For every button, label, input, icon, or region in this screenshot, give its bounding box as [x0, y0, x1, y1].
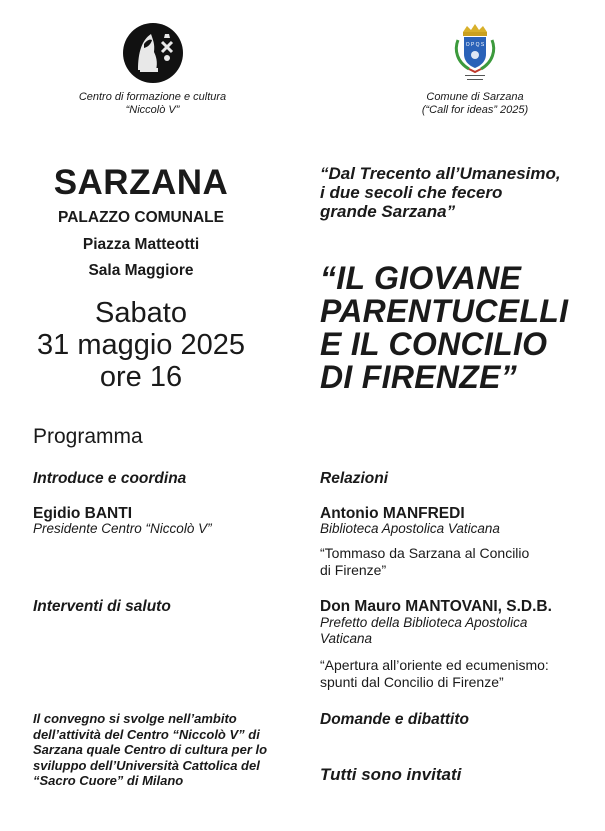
- svg-text:O P Q S: O P Q S: [465, 42, 485, 48]
- right-caption-line-1: Comune di Sarzana: [426, 91, 524, 103]
- left-caption: [40, 91, 265, 117]
- moderator-name: Egidio BANTI: [33, 505, 133, 522]
- note-line: dell’attività del Centro “Niccolò V” di: [33, 726, 260, 742]
- venue-square: Piazza Matteotti: [82, 236, 200, 253]
- qa-label: Domande e dibattito: [320, 711, 469, 728]
- left-caption-line-1: Centro di formazione e cultura: [78, 91, 227, 103]
- talk-line: spunti dal Concilio di Firenze”: [320, 674, 504, 690]
- subtitle-line: grande Sarzana”: [320, 202, 456, 221]
- intro-label: Introduce e coordina: [33, 470, 187, 487]
- talk-line: “Apertura all’oriente ed ecumenismo:: [320, 657, 549, 673]
- speaker-1-talk: [320, 545, 590, 579]
- sarzana-coat-of-arms-icon: [449, 22, 501, 84]
- title-line: E IL CONCILIO: [320, 326, 548, 362]
- speaker-2-name: Don Mauro MANTOVANI, S.D.B.: [320, 598, 552, 615]
- event-title: [320, 262, 600, 394]
- venue-building: PALAZZO COMUNALE: [58, 209, 224, 226]
- context-note: [33, 711, 301, 789]
- note-line: Il convegno si svolge nell’ambito: [33, 711, 237, 726]
- speaker-2-role: [320, 615, 570, 647]
- niccolo-v-medallion-icon: [122, 22, 184, 84]
- invite-text: Tutti sono invitati: [320, 765, 462, 784]
- event-time: ore 16: [99, 361, 183, 393]
- subtitle-line: i due secoli che fecero: [320, 183, 503, 202]
- talks-label: Relazioni: [320, 470, 389, 487]
- program-heading: Programma: [33, 425, 143, 448]
- speaker-1-name: Antonio MANFREDI: [320, 505, 465, 522]
- venue-room: Sala Maggiore: [88, 262, 194, 279]
- moderator-role: Presidente Centro “Niccolò V”: [33, 521, 212, 536]
- event-day: Sabato: [95, 297, 187, 329]
- right-caption-line-2: (“Call for ideas” 2025): [421, 104, 529, 116]
- note-line: “Sacro Cuore” di Milano: [33, 773, 184, 788]
- greetings-label: Interventi di saluto: [33, 598, 171, 615]
- right-caption: [360, 91, 590, 117]
- talk-line: di Firenze”: [320, 562, 387, 578]
- note-line: Sarzana quale Centro di cultura per lo: [33, 742, 268, 757]
- speaker-1-role: Biblioteca Apostolica Vaticana: [320, 521, 500, 536]
- left-caption-line-2: “Niccolò V”: [125, 104, 180, 116]
- speaker-2-talk: [320, 657, 595, 691]
- event-date: 31 maggio 2025: [37, 329, 245, 361]
- talk-line: “Tommaso da Sarzana al Concilio: [320, 545, 530, 561]
- city-name: SARZANA: [53, 163, 229, 202]
- role-line: Prefetto della Biblioteca Apostolica: [320, 615, 528, 630]
- title-line: “IL GIOVANE: [320, 260, 522, 296]
- note-line: sviluppo dell’Università Cattolica del: [33, 757, 260, 773]
- event-subtitle: [320, 164, 595, 221]
- title-line: PARENTUCELLI: [320, 293, 569, 329]
- role-line: Vaticana: [320, 631, 373, 646]
- subtitle-line: “Dal Trecento all’Umanesimo,: [320, 164, 561, 183]
- title-line: DI FIRENZE”: [320, 359, 518, 395]
